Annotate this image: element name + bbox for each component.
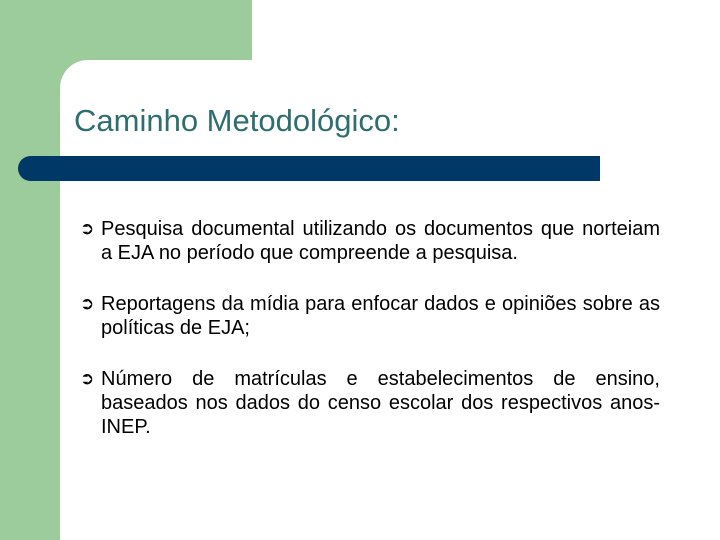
- title-underline-bar: [18, 156, 600, 181]
- bullet-list: [80, 217, 660, 466]
- slide-title: Caminho Metodológico:: [74, 103, 400, 138]
- bullet-text: Reportagens da mídia para enfocar dados e opiniões sobre as políticas de EJA;: [101, 293, 660, 339]
- bullet-item-reportagens: [80, 292, 660, 340]
- bullet-item-matriculas: [80, 367, 660, 439]
- arrow-right-curved-icon: ➲: [80, 219, 95, 239]
- arrow-right-curved-icon: ➲: [80, 369, 95, 389]
- bullet-item-documental: [80, 217, 660, 265]
- arrow-right-curved-icon: ➲: [80, 294, 95, 314]
- bullet-text: Pesquisa documental utilizando os documentos que norteiam a EJA no período que compreende a pesquisa.: [101, 218, 660, 264]
- bullet-text: Número de matrículas e estabelecimentos de ensino, baseados nos dados do censo escolar dos respectivos anos-INEP.: [101, 368, 660, 438]
